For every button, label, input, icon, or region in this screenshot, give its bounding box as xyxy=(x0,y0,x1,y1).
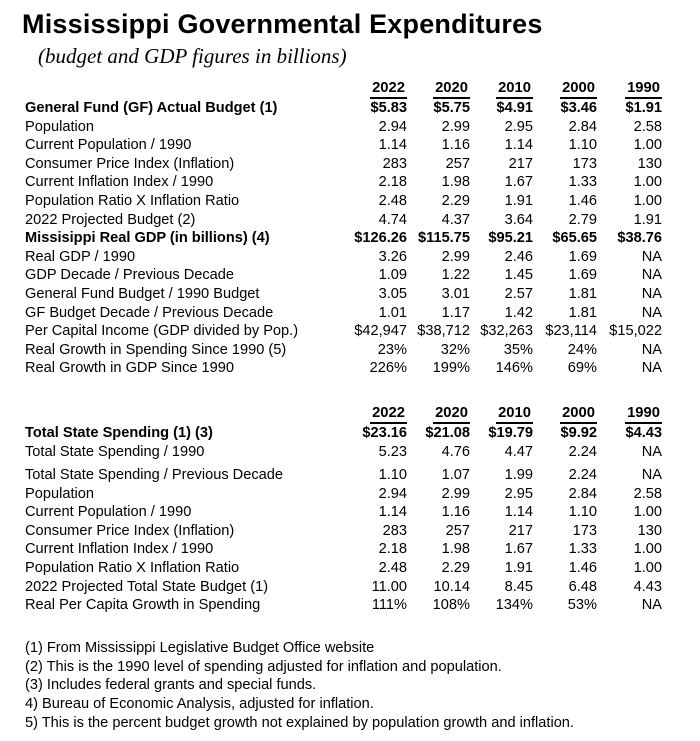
table-row xyxy=(25,359,670,378)
cell-value: $23,114 xyxy=(545,323,597,340)
row-label: Real Growth in GDP Since 1990 xyxy=(25,360,235,377)
cell-value: 2.84 xyxy=(568,485,597,502)
cell-value: $4.91 xyxy=(496,100,533,116)
cell-value: 1.22 xyxy=(441,267,470,284)
cell-value: 1.10 xyxy=(568,137,597,154)
cell-value: 1.10 xyxy=(568,504,597,521)
cell-value: $3.46 xyxy=(560,100,597,116)
cell-value: 1.00 xyxy=(633,174,662,191)
cell-value: 5.23 xyxy=(378,443,407,460)
cell-value: 2.84 xyxy=(568,118,597,135)
year-header xyxy=(344,403,407,424)
cell-value: 3.26 xyxy=(378,248,407,265)
row-label: Real Growth in Spending Since 1990 (5) xyxy=(25,341,287,358)
cell-value: 1.00 xyxy=(633,137,662,154)
year-label: 2022 xyxy=(370,80,407,99)
cell-value: 1.67 xyxy=(504,541,533,558)
cell-value: 2.57 xyxy=(504,285,533,302)
cell-value: 53% xyxy=(567,597,597,614)
cell-value: 2.58 xyxy=(633,485,662,502)
row-label: Current Population / 1990 xyxy=(25,137,192,154)
cell-value: 32% xyxy=(440,341,470,358)
row-label: Real Per Capita Growth in Spending xyxy=(25,597,261,614)
cell-value: 35% xyxy=(503,341,533,358)
cell-value: 146% xyxy=(495,360,533,377)
cell-value: NA xyxy=(641,360,662,377)
cell-value: 1.33 xyxy=(568,541,597,558)
cell-value: NA xyxy=(641,341,662,358)
table-row xyxy=(25,99,670,118)
cell-value: 2.18 xyxy=(378,174,407,191)
row-label: Current Inflation Index / 1990 xyxy=(25,541,214,558)
year-header xyxy=(470,78,533,99)
cell-value: 2.18 xyxy=(378,541,407,558)
cell-value: 3.01 xyxy=(441,285,470,302)
row-label: Population Ratio X Inflation Ratio xyxy=(25,560,240,577)
cell-value: 217 xyxy=(508,522,533,539)
row-label: General Fund Budget / 1990 Budget xyxy=(25,285,260,302)
row-label: Population xyxy=(25,485,94,502)
year-header xyxy=(407,78,470,99)
table-row xyxy=(25,540,670,559)
cell-value: 2.29 xyxy=(441,560,470,577)
table-row xyxy=(25,503,670,522)
table-row xyxy=(25,304,670,323)
footnote: (1) From Mississippi Legislative Budget Office website xyxy=(25,639,375,656)
year-header xyxy=(344,78,407,99)
year-header-row xyxy=(25,400,670,424)
cell-value: 1.81 xyxy=(568,304,597,321)
cell-value: $32,263 xyxy=(480,323,533,340)
cell-value: 23% xyxy=(377,341,407,358)
cell-value: 2.95 xyxy=(504,118,533,135)
cell-value: 134% xyxy=(495,597,533,614)
cell-value: 4.37 xyxy=(441,211,470,228)
table-row xyxy=(25,118,670,137)
row-label: Total State Spending (1) (3) xyxy=(25,424,213,441)
table-row xyxy=(25,285,670,304)
cell-value: 1.99 xyxy=(504,467,533,484)
row-label: GDP Decade / Previous Decade xyxy=(25,267,235,284)
cell-value: 1.00 xyxy=(633,192,662,209)
year-label: 2020 xyxy=(433,80,470,99)
cell-value: 130 xyxy=(637,155,662,172)
cell-value: 217 xyxy=(508,155,533,172)
cell-value: 2.99 xyxy=(441,248,470,265)
table-row xyxy=(25,596,670,615)
cell-value: 1.14 xyxy=(378,504,407,521)
year-label: 2000 xyxy=(560,405,597,424)
year-label: 2010 xyxy=(496,405,533,424)
cell-value: 1.33 xyxy=(568,174,597,191)
cell-value: 283 xyxy=(382,522,407,539)
table-row xyxy=(25,229,670,248)
year-label: 1990 xyxy=(625,405,662,424)
row-label: Consumer Price Index (Inflation) xyxy=(25,155,235,172)
cell-value: 173 xyxy=(572,522,597,539)
table-row xyxy=(25,211,670,230)
page-title: Mississippi Governmental Expenditures xyxy=(22,9,543,39)
cell-value: 3.64 xyxy=(504,211,533,228)
cell-value: 1.42 xyxy=(504,304,533,321)
cell-value: 173 xyxy=(572,155,597,172)
year-label: 1990 xyxy=(625,80,662,99)
cell-value: NA xyxy=(641,267,662,284)
footnote: 4) Bureau of Economic Analysis, adjusted for inflation. xyxy=(25,695,374,712)
year-label: 2010 xyxy=(496,80,533,99)
row-label: Per Capital Income (GDP divided by Pop.) xyxy=(25,323,299,340)
cell-value: $38.76 xyxy=(617,230,662,247)
cell-value: 1.69 xyxy=(568,267,597,284)
year-label: 2020 xyxy=(433,405,470,424)
cell-value: 1.16 xyxy=(441,137,470,154)
footnote: 5) This is the percent budget growth not explained by population growth and inflation. xyxy=(25,714,574,731)
cell-value: 1.17 xyxy=(441,304,470,321)
cell-value: 1.46 xyxy=(568,192,597,209)
cell-value: NA xyxy=(641,443,662,460)
table-row xyxy=(25,341,670,360)
cell-value: $42,947 xyxy=(354,323,407,340)
year-header xyxy=(597,78,662,99)
footnote: (3) Includes federal grants and special funds. xyxy=(25,677,317,694)
cell-value: $95.21 xyxy=(488,230,533,247)
row-label: Current Inflation Index / 1990 xyxy=(25,174,214,191)
row-label: GF Budget Decade / Previous Decade xyxy=(25,304,274,321)
cell-value: 1.14 xyxy=(378,137,407,154)
cell-value: $1.91 xyxy=(625,100,662,116)
footnote: (2) This is the 1990 level of spending adjusted for inflation and population. xyxy=(25,658,502,675)
footnotes xyxy=(25,639,700,733)
cell-value: 1.67 xyxy=(504,174,533,191)
cell-value: 11.00 xyxy=(371,578,407,595)
year-header xyxy=(470,403,533,424)
table-row xyxy=(25,485,670,504)
cell-value: 2.79 xyxy=(568,211,597,228)
cell-value: NA xyxy=(641,248,662,265)
row-label: Population Ratio X Inflation Ratio xyxy=(25,192,240,209)
cell-value: 1.07 xyxy=(441,467,470,484)
cell-value: 1.14 xyxy=(504,137,533,154)
cell-value: 257 xyxy=(445,155,470,172)
table-row xyxy=(25,466,670,485)
year-label: 2000 xyxy=(560,80,597,99)
cell-value: $15,022 xyxy=(609,323,662,340)
cell-value: 2.58 xyxy=(633,118,662,135)
cell-value: $5.83 xyxy=(370,100,407,116)
cell-value: 1.98 xyxy=(441,541,470,558)
cell-value: 2.94 xyxy=(378,118,407,135)
cell-value: $65.65 xyxy=(552,230,597,247)
table-row xyxy=(25,522,670,541)
table-row xyxy=(25,136,670,155)
row-label: Missisippi Real GDP (in billions) (4) xyxy=(25,230,270,247)
cell-value: 69% xyxy=(567,360,597,377)
cell-value: 226% xyxy=(369,360,407,377)
cell-value: 2.95 xyxy=(504,485,533,502)
cell-value: 257 xyxy=(445,522,470,539)
cell-value: $115.75 xyxy=(418,230,470,247)
table-row xyxy=(25,248,670,267)
table-row xyxy=(25,266,670,285)
cell-value: NA xyxy=(641,285,662,302)
table-row xyxy=(25,173,670,192)
cell-value: 4.43 xyxy=(633,578,662,595)
cell-value: 1.14 xyxy=(504,504,533,521)
cell-value: 2.99 xyxy=(441,118,470,135)
cell-value: 1.09 xyxy=(378,267,407,284)
cell-value: 1.10 xyxy=(378,467,407,484)
table-row xyxy=(25,443,670,462)
row-label: Current Population / 1990 xyxy=(25,504,192,521)
cell-value: NA xyxy=(641,467,662,484)
row-label: 2022 Projected Total State Budget (1) xyxy=(25,578,269,595)
year-header xyxy=(407,403,470,424)
cell-value: 1.00 xyxy=(633,541,662,558)
table-row xyxy=(25,192,670,211)
row-label: 2022 Projected Budget (2) xyxy=(25,211,196,228)
cell-value: $38,712 xyxy=(417,323,470,340)
cell-value: 283 xyxy=(382,155,407,172)
cell-value: 3.05 xyxy=(378,285,407,302)
table-row xyxy=(25,559,670,578)
cell-value: $126.26 xyxy=(354,230,407,247)
table-row xyxy=(25,424,670,443)
cell-value: 2.48 xyxy=(378,560,407,577)
cell-value: 24% xyxy=(567,341,597,358)
cell-value: 1.91 xyxy=(633,211,662,228)
table-row xyxy=(25,322,670,341)
cell-value: 2.94 xyxy=(378,485,407,502)
page-subtitle: (budget and GDP figures in billions) xyxy=(38,44,347,68)
cell-value: 8.45 xyxy=(504,578,533,595)
cell-value: 2.29 xyxy=(441,192,470,209)
cell-value: $23.16 xyxy=(362,424,407,441)
cell-value: 2.24 xyxy=(568,443,597,460)
cell-value: 2.48 xyxy=(378,192,407,209)
cell-value: 130 xyxy=(637,522,662,539)
cell-value: $19.79 xyxy=(488,424,533,441)
cell-value: 1.91 xyxy=(504,192,533,209)
row-label: General Fund (GF) Actual Budget (1) xyxy=(25,100,278,116)
cell-value: 199% xyxy=(432,360,470,377)
year-header xyxy=(533,78,597,99)
cell-value: 4.76 xyxy=(441,443,470,460)
cell-value: 1.45 xyxy=(504,267,533,284)
year-header-row xyxy=(25,75,670,99)
cell-value: NA xyxy=(641,597,662,614)
cell-value: 4.47 xyxy=(504,443,533,460)
cell-value: 2.99 xyxy=(441,485,470,502)
cell-value: $21.08 xyxy=(425,424,470,441)
cell-value: 1.00 xyxy=(633,504,662,521)
cell-value: 111% xyxy=(371,597,407,614)
cell-value: 2.46 xyxy=(504,248,533,265)
cell-value: NA xyxy=(641,304,662,321)
row-label: Consumer Price Index (Inflation) xyxy=(25,522,235,539)
year-header xyxy=(533,403,597,424)
cell-value: $9.92 xyxy=(560,424,597,441)
table-row xyxy=(25,578,670,597)
cell-value: 10.14 xyxy=(433,578,470,595)
row-label: Population xyxy=(25,118,94,135)
total-state-spending-table xyxy=(25,400,670,615)
cell-value: $5.75 xyxy=(433,100,470,116)
general-fund-table xyxy=(25,75,670,378)
cell-value: 6.48 xyxy=(568,578,597,595)
cell-value: 2.24 xyxy=(568,467,597,484)
cell-value: 1.81 xyxy=(568,285,597,302)
cell-value: 1.01 xyxy=(378,304,407,321)
row-label: Total State Spending / Previous Decade xyxy=(25,467,283,484)
cell-value: 1.46 xyxy=(568,560,597,577)
year-header xyxy=(597,403,662,424)
cell-value: 1.00 xyxy=(633,560,662,577)
year-label: 2022 xyxy=(370,405,407,424)
cell-value: 1.91 xyxy=(504,560,533,577)
cell-value: 1.16 xyxy=(441,504,470,521)
table-row xyxy=(25,155,670,174)
row-label: Real GDP / 1990 xyxy=(25,248,136,265)
cell-value: $4.43 xyxy=(625,424,662,441)
cell-value: 1.69 xyxy=(568,248,597,265)
cell-value: 4.74 xyxy=(378,211,407,228)
row-label: Total State Spending / 1990 xyxy=(25,443,205,460)
cell-value: 1.98 xyxy=(441,174,470,191)
cell-value: 108% xyxy=(432,597,470,614)
